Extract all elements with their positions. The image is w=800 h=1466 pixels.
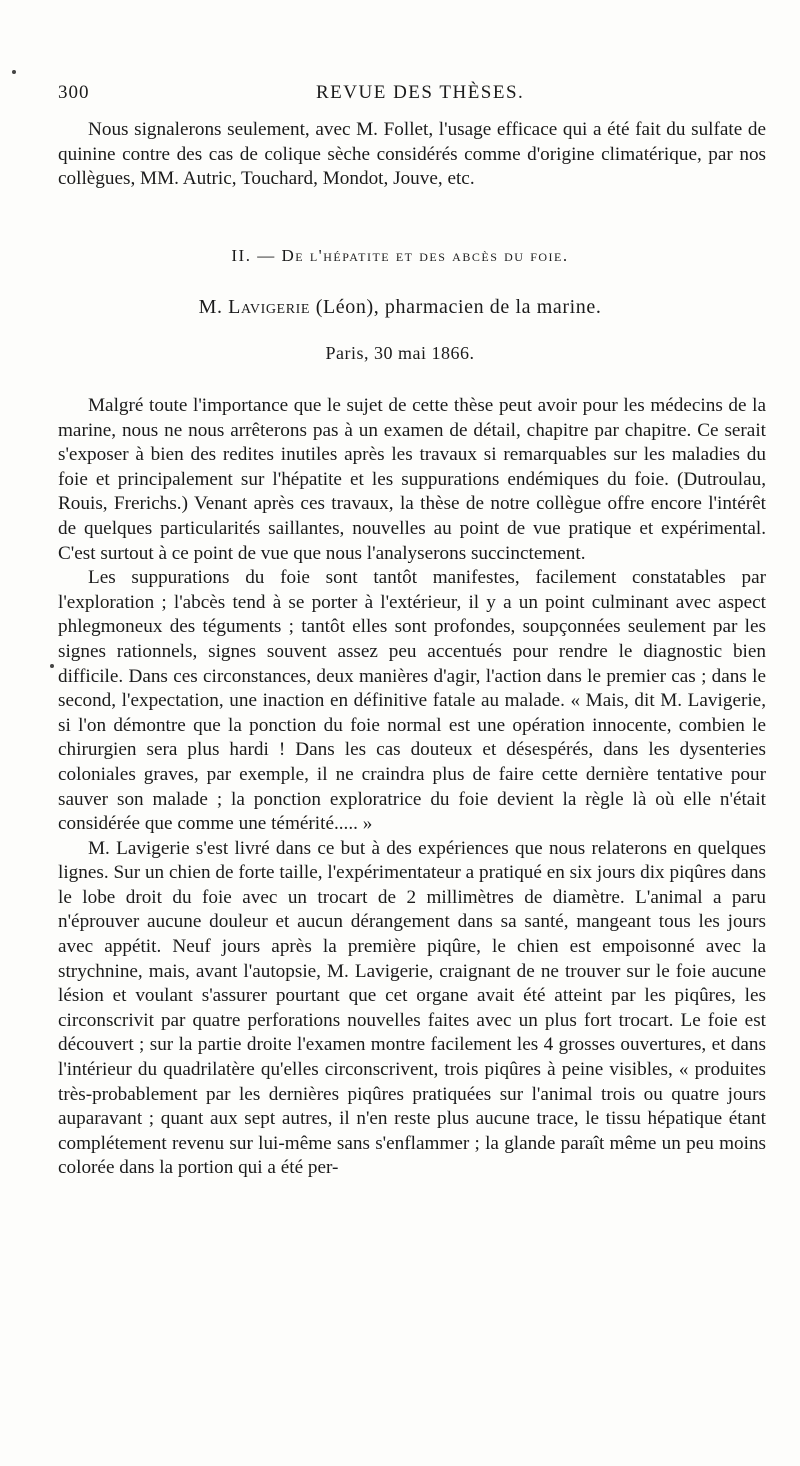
intro-paragraph: Nous signalerons seulement, avec M. Follet, l'usage efficace qui a été fait du sulfate de quinine contre des cas de colique sèche considérés comme d'origine climatérique, par nos collègues, MM. Autric, Touchard, Mondot, Jouve, etc. [58,119,766,190]
paragraph: Les suppurations du foie sont tantôt manifestes, facilement constatables par l'exploration ; l'abcès tend à se porter à l'extérieur, il y a un point culminant avec aspect phlegmoneux des téguments ; tantôt elles sont profondes, soupçonnées seulement par les signes rationnels, signes souvent assez peu accentués pour rendre le diagnostic bien difficile. Dans ces circonstances, deux manières d'agir, l'action dans le premier cas ; dans le second, l'expectation, une inaction en définitive fatale au malade. « Mais, dit M. Lavigerie, si l'on démontre que la ponction du foie normal est une opération innocente, combien le chirurgien sera plus hardi ! Dans les cas douteux et désespérés, dans les dysenteries coloniales graves, par exemple, il ne craindra plus de faire cette dernière tentative pour sauver son malade ; la ponction exploratrice du foie devient la règle là où elle n'était considérée que comme une témérité..... » [58,567,766,835]
author-description: (Léon), pharmacien de la marine. [315,296,602,318]
main-text [58,394,766,1181]
paragraph: Malgré toute l'importance que le sujet de cette thèse peut avoir pour les médecins de la marine, nous ne nous arrêterons pas à un examen de détail, chapitre par chapitre. Ce serait s'exposer à bien des redites inutiles après les travaux si remarquables sur les maladies du foie et principalement sur l'hépatite et les suppurations endémiques du foie. (Dutroulau, Rouis, Frerichs.) Venant après ces travaux, la thèse de notre collègue offre encore l'intérêt de quelques particularités saillantes, nouvelles au point de vue pratique et expérimental. C'est surtout à ce point de vue que nous l'analyserons succinctement. [58,395,766,564]
author-prefix: M. [198,296,223,318]
paragraph: M. Lavigerie s'est livré dans ce but à des expériences que nous relaterons en quelques lignes. Sur un chien de forte taille, l'expérimentateur a pratiqué en six jours dix piqûres dans le lobe droit du foie avec un trocart de 2 millimètres de diamètre. L'animal a paru n'éprouver aucune douleur et aucun dérangement dans sa santé, mangeant tous les jours avec appétit. Neuf jours après la première piqûre, le chien est empoisonné avec la strychnine, mais, avant l'autopsie, M. Lavigerie, craignant de ne trouver sur le foie aucune lésion et voulant s'assurer pourtant que cet organe avait été atteint par les piqûres, les circonscrivit par quatre perforations nouvelles faites avec un plus fort trocart. Le foie est découvert ; sur la partie droite l'examen montre facilement les 4 grosses ouvertures, et dans l'intérieur du quadrilatère qu'elles circonscrivent, trois piqûres à peine visibles, « produites très-probablement par les dernières piqûres pratiquées sur l'animal trois ou quatre jours auparavant ; quant aux sept autres, il n'en reste plus aucune trace, le tissu hépatique étant complétement revenu sur lui-même sans s'enflammer ; la glande paraît même un peu moins colorée dans la portion qui a été per- [58,837,766,1179]
date-line: Paris, 30 mai 1866. [325,343,475,363]
margin-mark [12,70,16,74]
page-header [58,82,768,112]
author-name: Lavigerie [228,296,311,318]
section-heading: II. — De l'hépatite et des abcès du foie. [231,246,569,265]
page-number: 300 [58,82,90,103]
margin-mark [50,664,54,668]
running-title: REVUE DES THÈSES. [316,82,525,103]
intro-paragraph-block [58,118,766,192]
author-line [0,296,800,319]
